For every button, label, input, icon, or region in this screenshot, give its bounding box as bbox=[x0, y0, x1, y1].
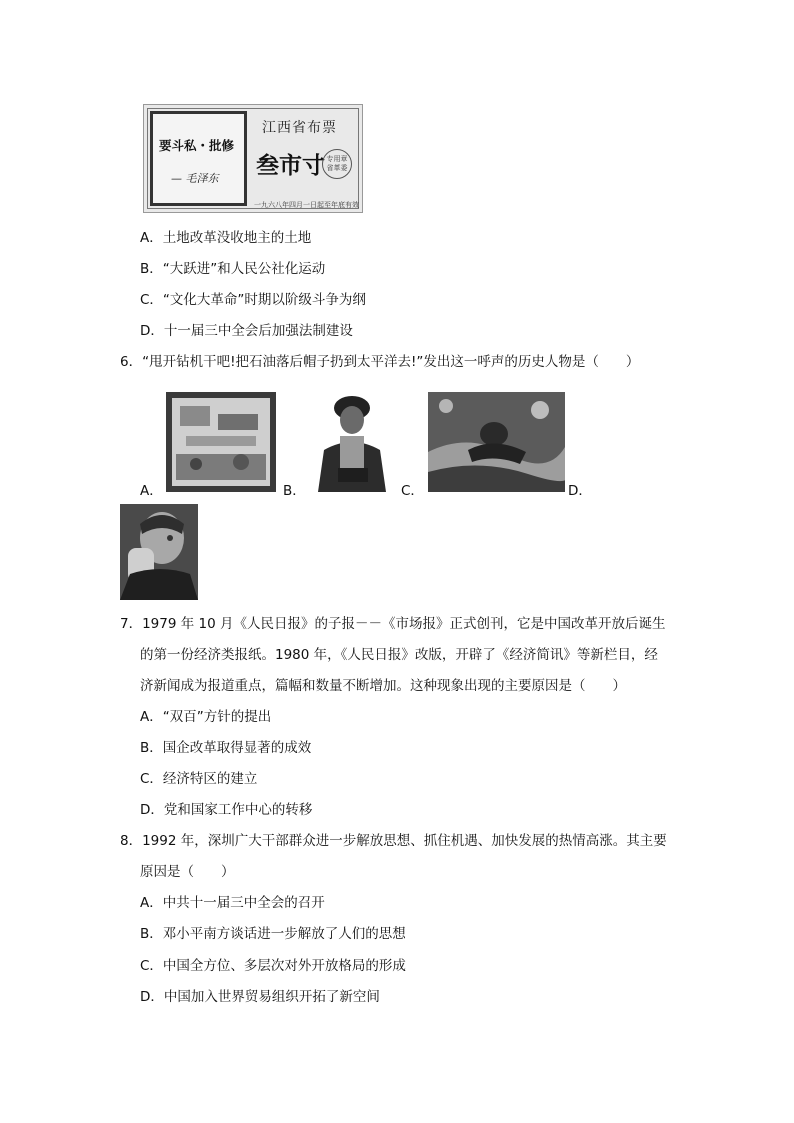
ticket-amount: 叁市寸 bbox=[256, 153, 325, 179]
q8-option-c: C．中国全方位、多层次对外开放格局的形成 bbox=[140, 958, 406, 974]
photo-d-image bbox=[120, 504, 198, 600]
q8-option-d: D．中国加入世界贸易组织开拓了新空间 bbox=[140, 989, 380, 1005]
q8-option-b: B．邓小平南方谈话进一步解放了人们的思想 bbox=[140, 926, 406, 942]
q7-stem-line-3: 济新闻成为报道重点，篇幅和数量不断增加。这种现象出现的主要原因是（ ） bbox=[140, 678, 626, 694]
ticket-validity: 一九六八年四月一日起至年底有效 bbox=[254, 201, 359, 209]
q8-stem-line-2: 原因是（ ） bbox=[140, 864, 235, 880]
q5-option-a: A．土地改革没收地主的土地 bbox=[140, 230, 312, 246]
q5-option-c: C．“文化大革命”时期以阶级斗争为纲 bbox=[140, 292, 366, 308]
q6-label-a: A． bbox=[140, 483, 163, 499]
photo-c-image bbox=[428, 392, 565, 492]
photo-b-image bbox=[310, 388, 394, 492]
ticket-slogan-box bbox=[150, 111, 247, 206]
q7-option-b: B．国企改革取得显著的成效 bbox=[140, 740, 312, 756]
q8-option-a: A．中共十一届三中全会的召开 bbox=[140, 895, 325, 911]
q7-option-d: D．党和国家工作中心的转移 bbox=[140, 802, 313, 818]
ticket-author: — 毛泽东 bbox=[171, 172, 219, 185]
ticket-issuer: 江西省布票 bbox=[262, 120, 337, 136]
q6-stem: 6．“甩开钻机干吧!把石油落后帽子扔到太平洋去!”发出这一呼声的历史人物是（ ） bbox=[120, 354, 640, 370]
ticket-slogan: 要斗私・批修 bbox=[159, 138, 235, 153]
q7-option-c: C．经济特区的建立 bbox=[140, 771, 258, 787]
q6-label-c: C． bbox=[401, 483, 424, 499]
q7-stem-line-1: 7．1979 年 10 月《人民日报》的子报－－《市场报》正式创刊，它是中国改革开放后诞生 bbox=[120, 616, 666, 632]
ticket-seal: 专用章 省革委 bbox=[322, 149, 352, 179]
cloth-ration-ticket-image bbox=[143, 104, 363, 213]
q7-stem-line-2: 的第一份经济类报纸。1980 年，《人民日报》改版，开辟了《经济简讯》等新栏目，经 bbox=[140, 647, 658, 663]
photo-a-image bbox=[166, 392, 276, 492]
q5-option-d: D．十一届三中全会后加强法制建设 bbox=[140, 323, 353, 339]
q5-option-b: B．“大跃进”和人民公社化运动 bbox=[140, 261, 326, 277]
q7-option-a: A．“双百”方针的提出 bbox=[140, 709, 272, 725]
q6-label-d: D． bbox=[568, 483, 592, 499]
q6-label-b: B． bbox=[283, 483, 306, 499]
q8-stem-line-1: 8．1992 年，深圳广大干部群众进一步解放思想、抓住机遇、加快发展的热情高涨。其主要 bbox=[120, 833, 667, 849]
